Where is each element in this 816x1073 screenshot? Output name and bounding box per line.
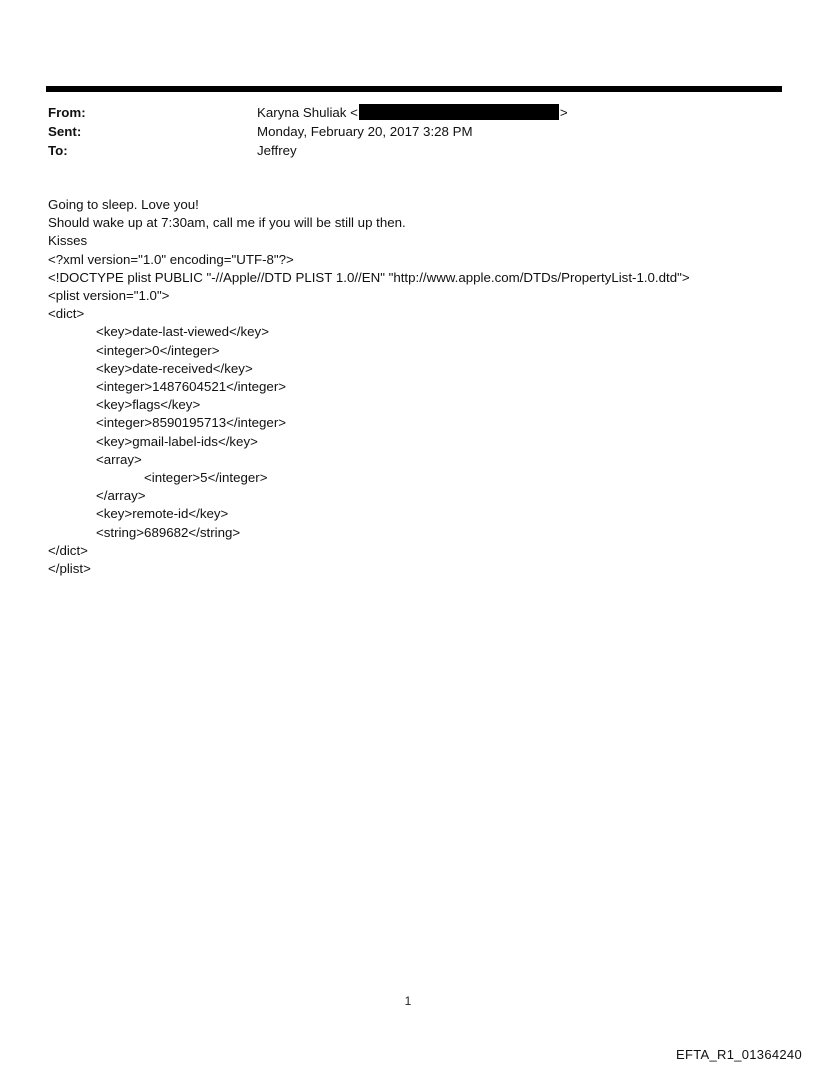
header-row-from [48,103,768,122]
body-line: <array> [96,451,142,467]
body-line: </array> [96,488,146,504]
body-line: </dict> [48,542,88,558]
body-line: <plist version="1.0"> [48,288,170,304]
body-line: <dict> [48,306,85,322]
body-line: Going to sleep. Love you! [48,197,199,212]
body-line: <key>flags</key> [96,397,201,413]
body-line: Kisses [48,233,88,249]
body-line: <?xml version="1.0" encoding="UTF-8"?> [48,251,294,267]
header-row-sent [48,122,768,141]
from-angle-close: > [559,105,568,120]
body-line: <key>gmail-label-ids</key> [96,433,258,449]
from-name: Karyna Shuliak < [257,105,358,120]
body-line: <integer>0</integer> [96,342,220,358]
from-label: From: [48,105,86,120]
body-line: <integer>5</integer> [144,470,268,486]
email-header [48,103,768,160]
email-body [48,196,788,578]
body-line: <integer>8590195713</integer> [96,415,287,431]
body-line: <string>689682</string> [96,524,241,540]
bates-number: EFTA_R1_01364240 [676,1047,802,1062]
body-line: <integer>1487604521</integer> [96,379,287,395]
body-line: <!DOCTYPE plist PUBLIC "-//Apple//DTD PLIST 1.0//EN" "http://www.apple.com/DTDs/PropertyList-1.0.dtd"> [48,269,690,285]
body-line: <key>date-received</key> [96,360,253,376]
sent-value: Monday, February 20, 2017 3:28 PM [257,124,473,139]
sent-label: Sent: [48,124,82,139]
to-value: Jeffrey [257,143,297,158]
from-value [257,103,568,122]
header-row-to [48,141,768,160]
to-label: To: [48,143,68,158]
header-divider-rule [46,86,782,92]
redaction-bar [359,104,559,120]
body-line: <key>date-last-viewed</key> [96,324,269,340]
page-number: 1 [404,994,412,1008]
body-line: Should wake up at 7:30am, call me if you will be still up then. [48,215,406,231]
body-line: <key>remote-id</key> [96,506,229,522]
body-line: </plist> [48,561,91,577]
